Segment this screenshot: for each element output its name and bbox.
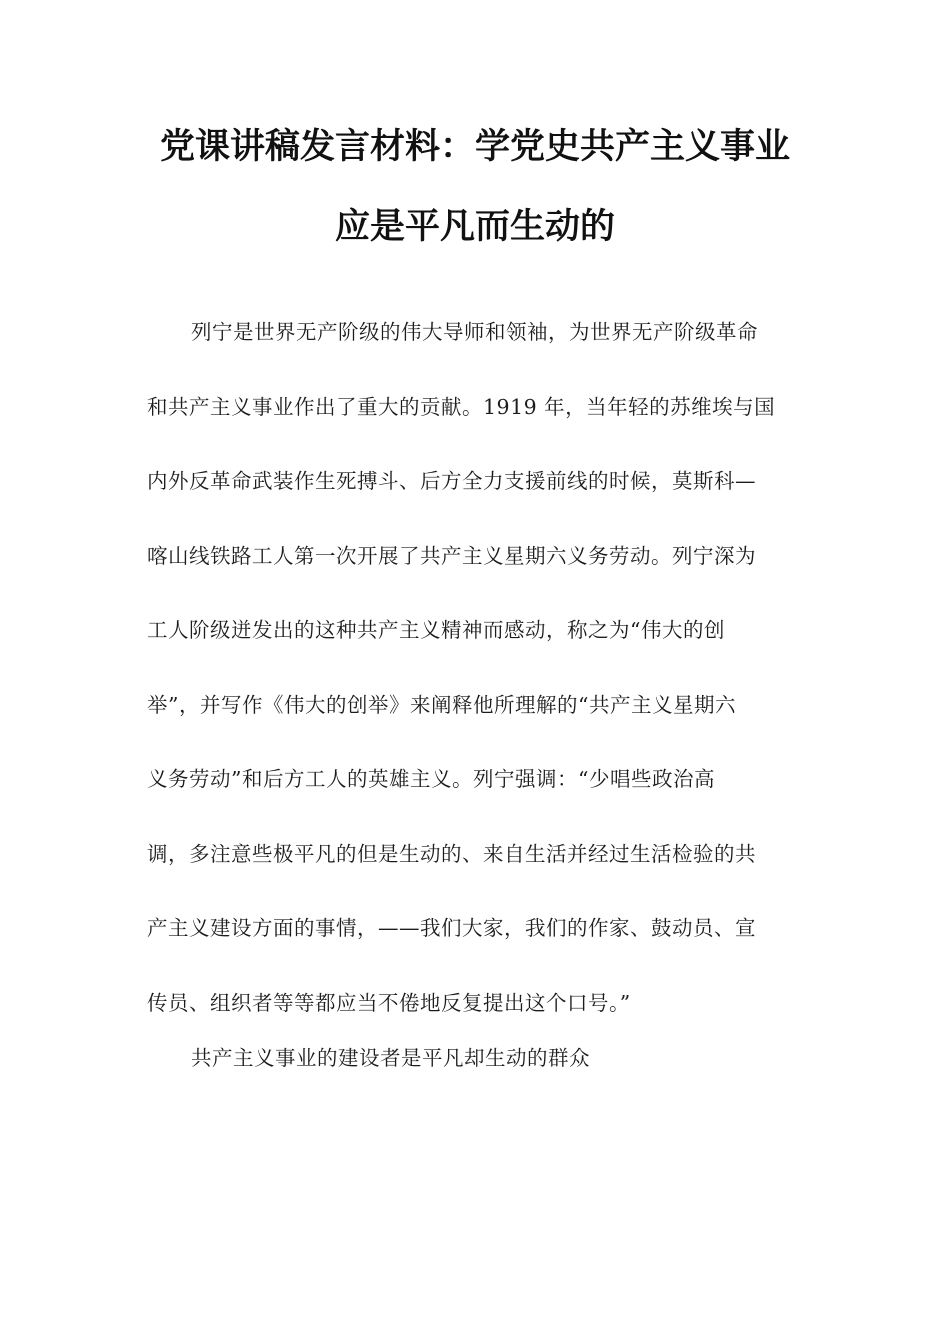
paragraph-1-line-3: 内外反革命武装作生死搏斗、后方全力支援前线的时候，莫斯科— <box>147 469 756 493</box>
paragraph-1-line-2: 和共产主义事业作出了重大的贡献。1919 年，当年轻的苏维埃与国 <box>147 394 776 419</box>
document-body <box>147 312 803 1078</box>
paragraph-1-line-10: 传员、组织者等等都应当不倦地反复提出这个口号。” <box>147 990 631 1015</box>
paragraph-1-line-7: 义务劳动”和后方工人的英雄主义。列宁强调：“少唱些政治高 <box>147 767 715 791</box>
paragraph-2-line-1: 共产主义事业的建设者是平凡却生动的群众 <box>191 1045 590 1070</box>
paragraph-1-line-4: 喀山线铁路工人第一次开展了共产主义星期六义务劳动。列宁深为 <box>147 543 756 568</box>
title-line-1: 党课讲稿发言材料：学党史共产主义事业 <box>159 127 790 167</box>
document-title <box>140 128 810 246</box>
paragraph-1-line-1: 列宁是世界无产阶级的伟大导师和领袖，为世界无产阶级革命 <box>191 320 758 344</box>
paragraph-1-line-5: 工人阶级迸发出的这种共产主义精神而感动，称之为“伟大的创 <box>147 618 725 642</box>
paragraph-1-line-9: 产主义建设方面的事情，——我们大家，我们的作家、鼓动员、宣 <box>147 916 756 940</box>
paragraph-1-line-6: 举”，并写作《伟大的创举》来阐释他所理解的“共产主义星期六 <box>147 692 736 717</box>
paragraph-1-line-8: 调，多注意些极平凡的但是生动的、来自生活并经过生活检验的共 <box>147 841 756 866</box>
title-line-2: 应是平凡而生动的 <box>334 207 615 247</box>
